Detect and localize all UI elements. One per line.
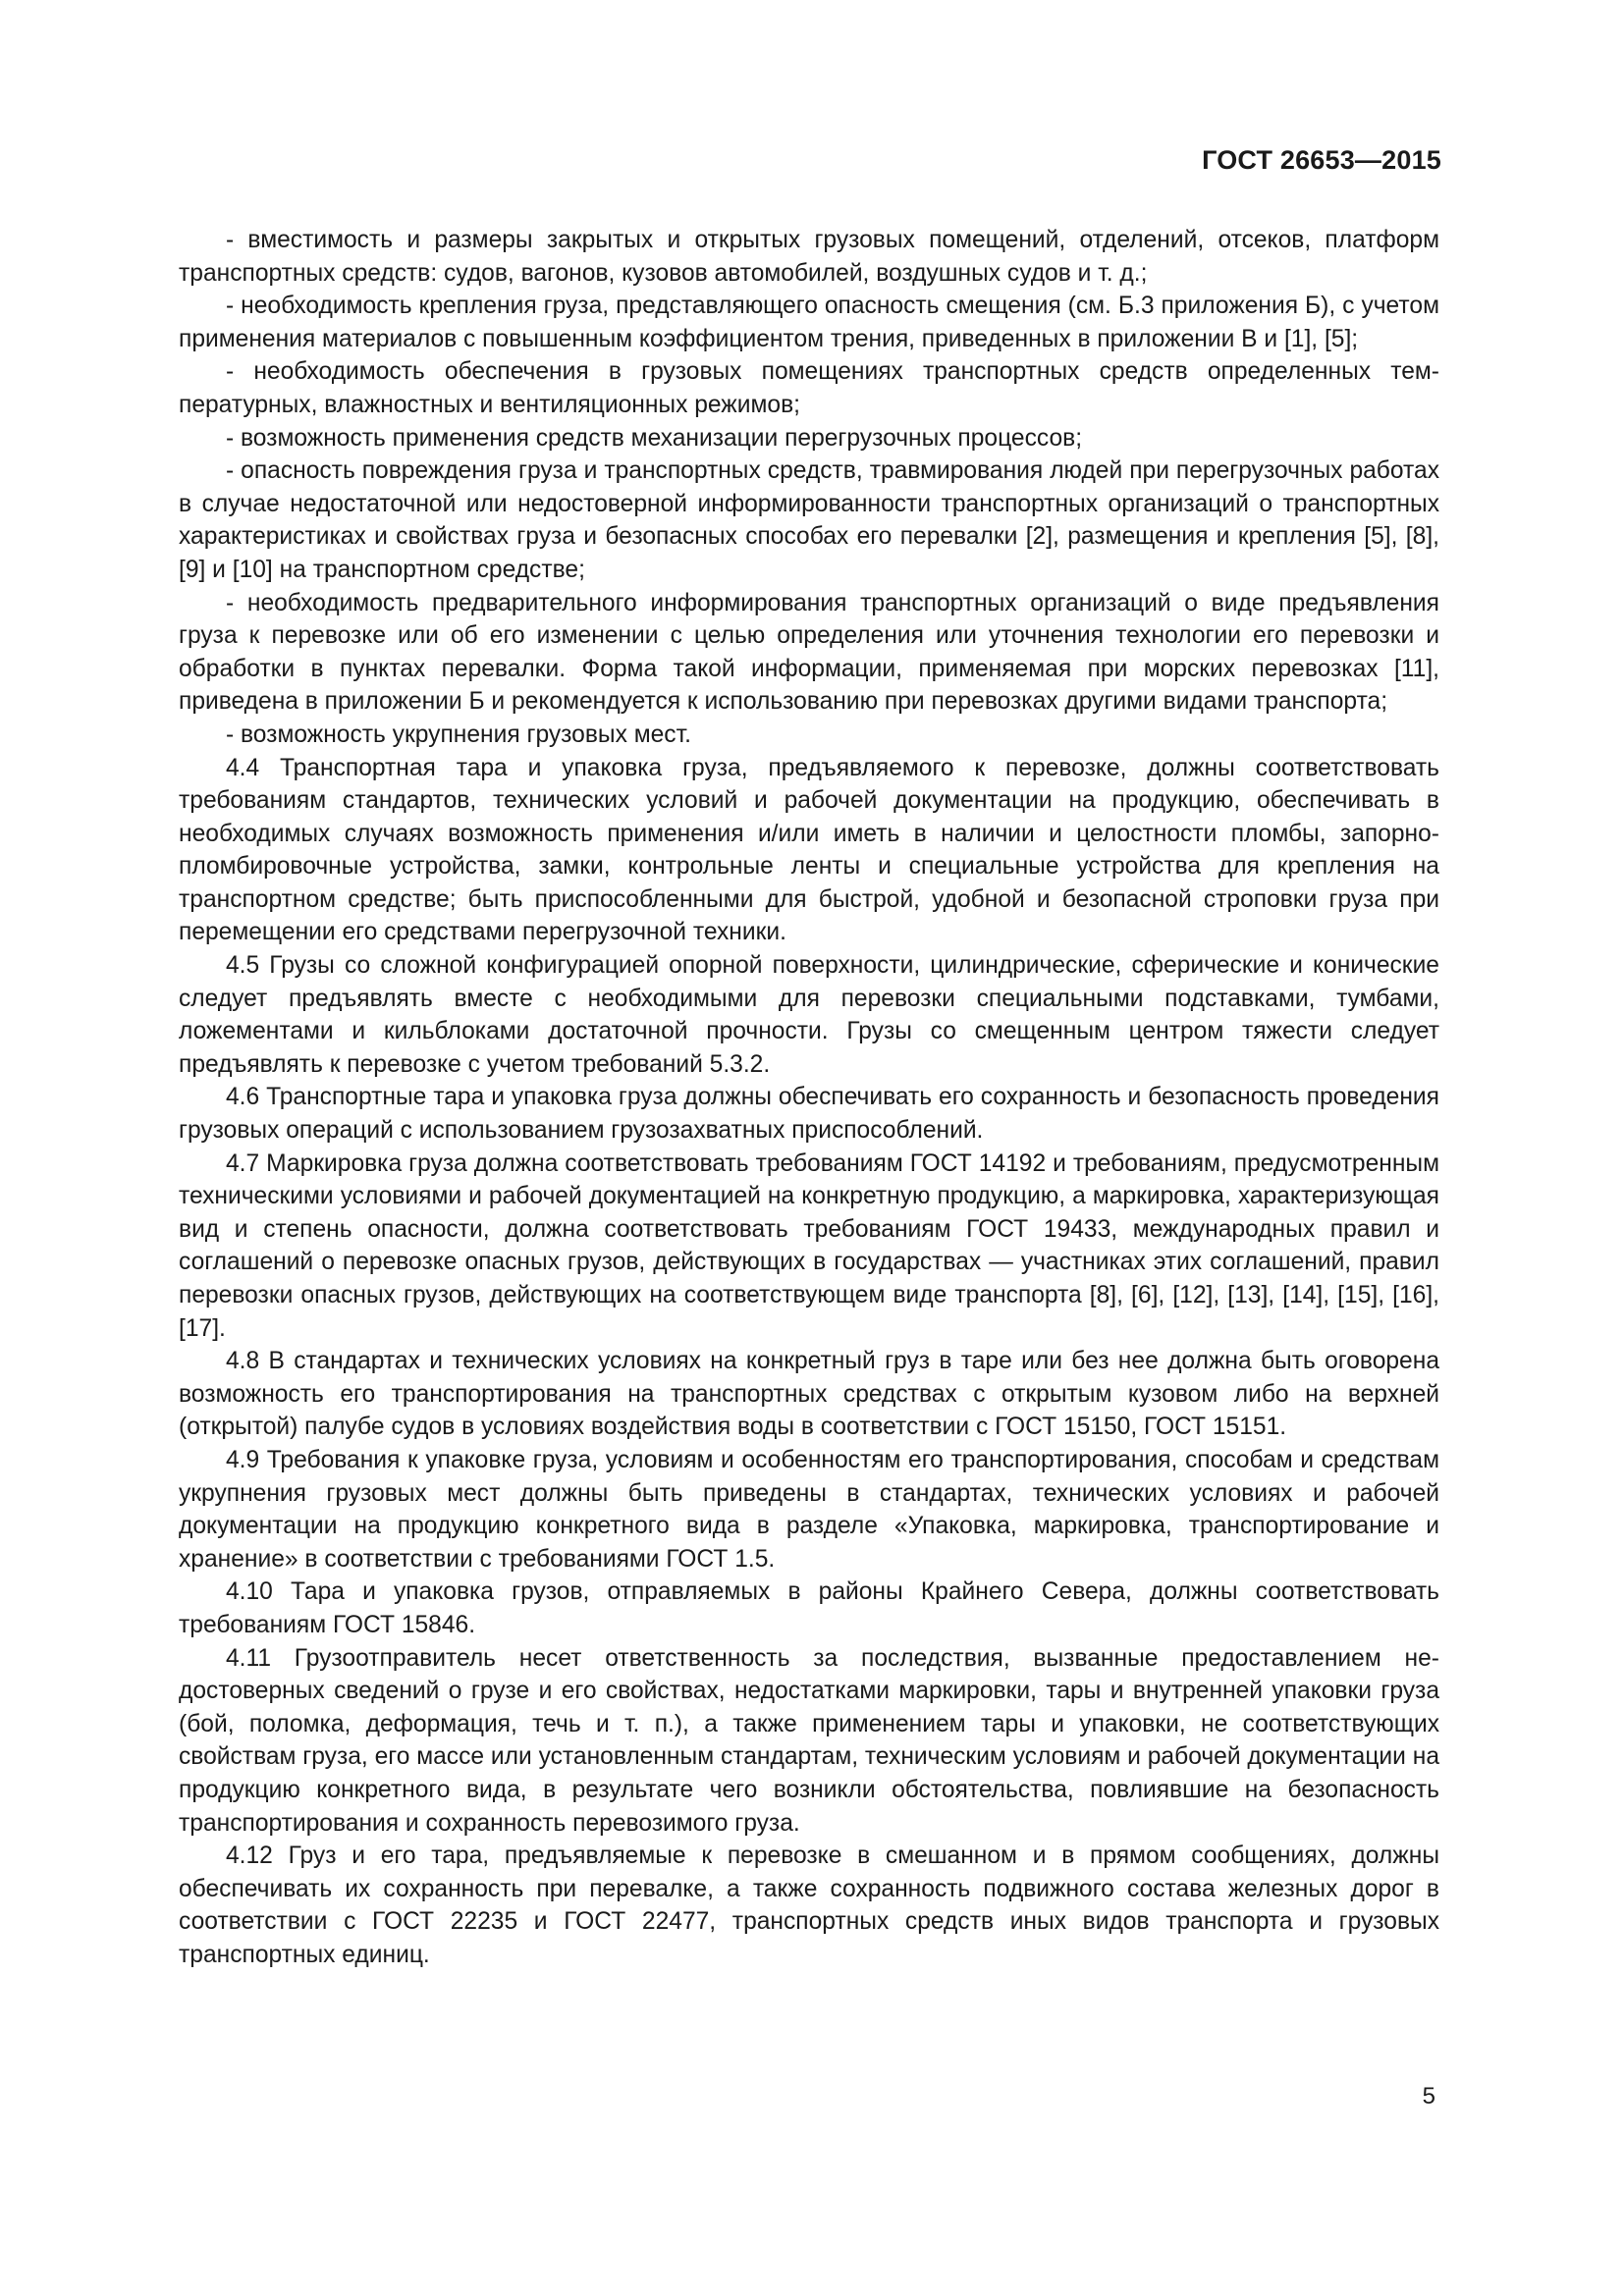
paragraph: 4.8 В стандартах и технических условиях на конкретный груз в таре или без нее должна быть оговорена возможность его транспортирования на транспортных средствах с открытым кузовом либо на верхней (открытой) палубе судов в условиях воздействия воды в соответствии с ГОСТ 15150, ГОСТ 15151. <box>179 1348 1439 1441</box>
document-body <box>179 224 1439 1971</box>
paragraph: 4.5 Грузы со сложной конфигурацией опорной поверхности, цилиндрические, сферические и конические следует предъявлять вместе с необходимыми для перевозки специальными подставками, тумбами, ложементами и кильблоками достаточной прочности. Грузы со смещенным центром тяжести следует предъявлять к перевозке с учетом требований 5.3.2. <box>179 952 1439 1078</box>
paragraph: 4.9 Требования к упаковке груза, условиям и особенностям его транспортирования, способам и средствам укрупнения грузовых мест должны быть приведены в стандартах, технических условиях и рабочей документации на продукцию конкретного вида в разделе «Упаковка, маркировка, транспортирование и хранение» в соответствии с требованиями ГОСТ 1.5. <box>179 1446 1439 1573</box>
paragraph: 4.11 Грузоотправитель несет ответственность за последствия, вызванные предоставлением недостоверных сведений о грузе и его свойствах, недостатками маркировки, тары и внутренней упаковки груза (бой, поломка, деформация, течь и т. п.), а также применением тары и упаковки, не соответствующих свойствам груза, его массе или установленным стандартам, техническим условиям и рабочей документации на продукцию конкретного вида, в результате чего возникли обстоятельства, повлиявшие на безопасность транспортирования и сохранность перевозимого груза. <box>179 1644 1439 1837</box>
paragraph: 4.4 Транспортная тара и упаковка груза, предъявляемого к перевозке, должны соответствовать требованиям стандартов, технических условий и рабочей документации на продукцию, обеспечивать в необходимых случаях возможность применения и/или иметь в наличии и целостности пломбы, запорно-пломбировочные устройства, замки, контрольные ленты и специальные устройства для крепления на транспортном средстве; быть приспособленными для быстрой, удобной и безопасной строповки груза при перемещении его средствами перегрузочной техники. <box>179 754 1439 946</box>
paragraph: 4.10 Тара и упаковка грузов, отправляемых в районы Крайнего Севера, должны соответствовать требованиям ГОСТ 15846. <box>179 1578 1439 1638</box>
page-number: 5 <box>1422 2083 1435 2109</box>
paragraph: - возможность укрупнения грузовых мест. <box>225 721 691 748</box>
paragraph: - возможность применения средств механизации перегрузочных процессов; <box>225 424 1083 452</box>
paragraph: - опасность повреждения груза и транспортных средств, травмирования людей при перегрузочных работах в случае недостаточной или недостоверной информированности транспортных организаций о транспортных характеристиках и свойствах груза и безопасных способах его перевалки [2], размещения и крепления [5], [8], [9] и [10] на транспортном средстве; <box>179 457 1439 583</box>
paragraph: - необходимость обеспечения в грузовых помещениях транспортных средств определенных температурных, влажностных и вентиляционных режимов; <box>179 358 1439 418</box>
paragraph: - вместимость и размеры закрытых и открытых грузовых помещений, отделений, отсеков, платформ транспортных средств: судов, вагонов, кузовов автомобилей, воздушных судов и т. д.; <box>179 227 1439 287</box>
paragraph: 4.7 Маркировка груза должна соответствовать требованиям ГОСТ 14192 и требованиям, предусмотренным техническими условиями и рабочей документацией на конкретную продукцию, а маркировка, характеризующая вид и степень опасности, должна соответствовать требованиям ГОСТ 19433, международных правил и соглашений о перевозке опасных грузов, действующих в государствах — участниках этих соглашений, правил перевозки опасных грузов, действующих на соответствующем виде транспорта [8], [6], [12], [13], [14], [15], [16], [17]. <box>179 1149 1439 1342</box>
document-code-header: ГОСТ 26653—2015 <box>1202 145 1441 175</box>
paragraph: - необходимость крепления груза, представляющего опасность смещения (см. Б.3 приложения Б), с учетом применения материалов с повышенным коэффициентом трения, приведенных в приложении В и [1], [5]; <box>179 293 1439 352</box>
paragraph: - необходимость предварительного информирования транспортных организаций о виде предъявления груза к перевозке или об его изменении с целью определения или уточнения технологии его перевозки и обработки в пунктах перевалки. Форма такой информации, применяемая при морских перевозках [11], приведена в приложении Б и рекомендуется к использованию при перевозках другими видами транспорта; <box>179 589 1439 716</box>
paragraph: 4.6 Транспортные тара и упаковка груза должны обеспечивать его сохранность и безопасность проведения грузовых операций с использованием грузозахватных приспособлений. <box>179 1084 1439 1145</box>
paragraph: 4.12 Груз и его тара, предъявляемые к перевозке в смешанном и в прямом сообщениях, должны обеспечивать их сохранность при перевалке, а также сохранность подвижного состава железных дорог в соответствии с ГОСТ 22235 и ГОСТ 22477, транспортных средств иных видов транспорта и грузовых транспортных единиц. <box>179 1842 1439 1968</box>
